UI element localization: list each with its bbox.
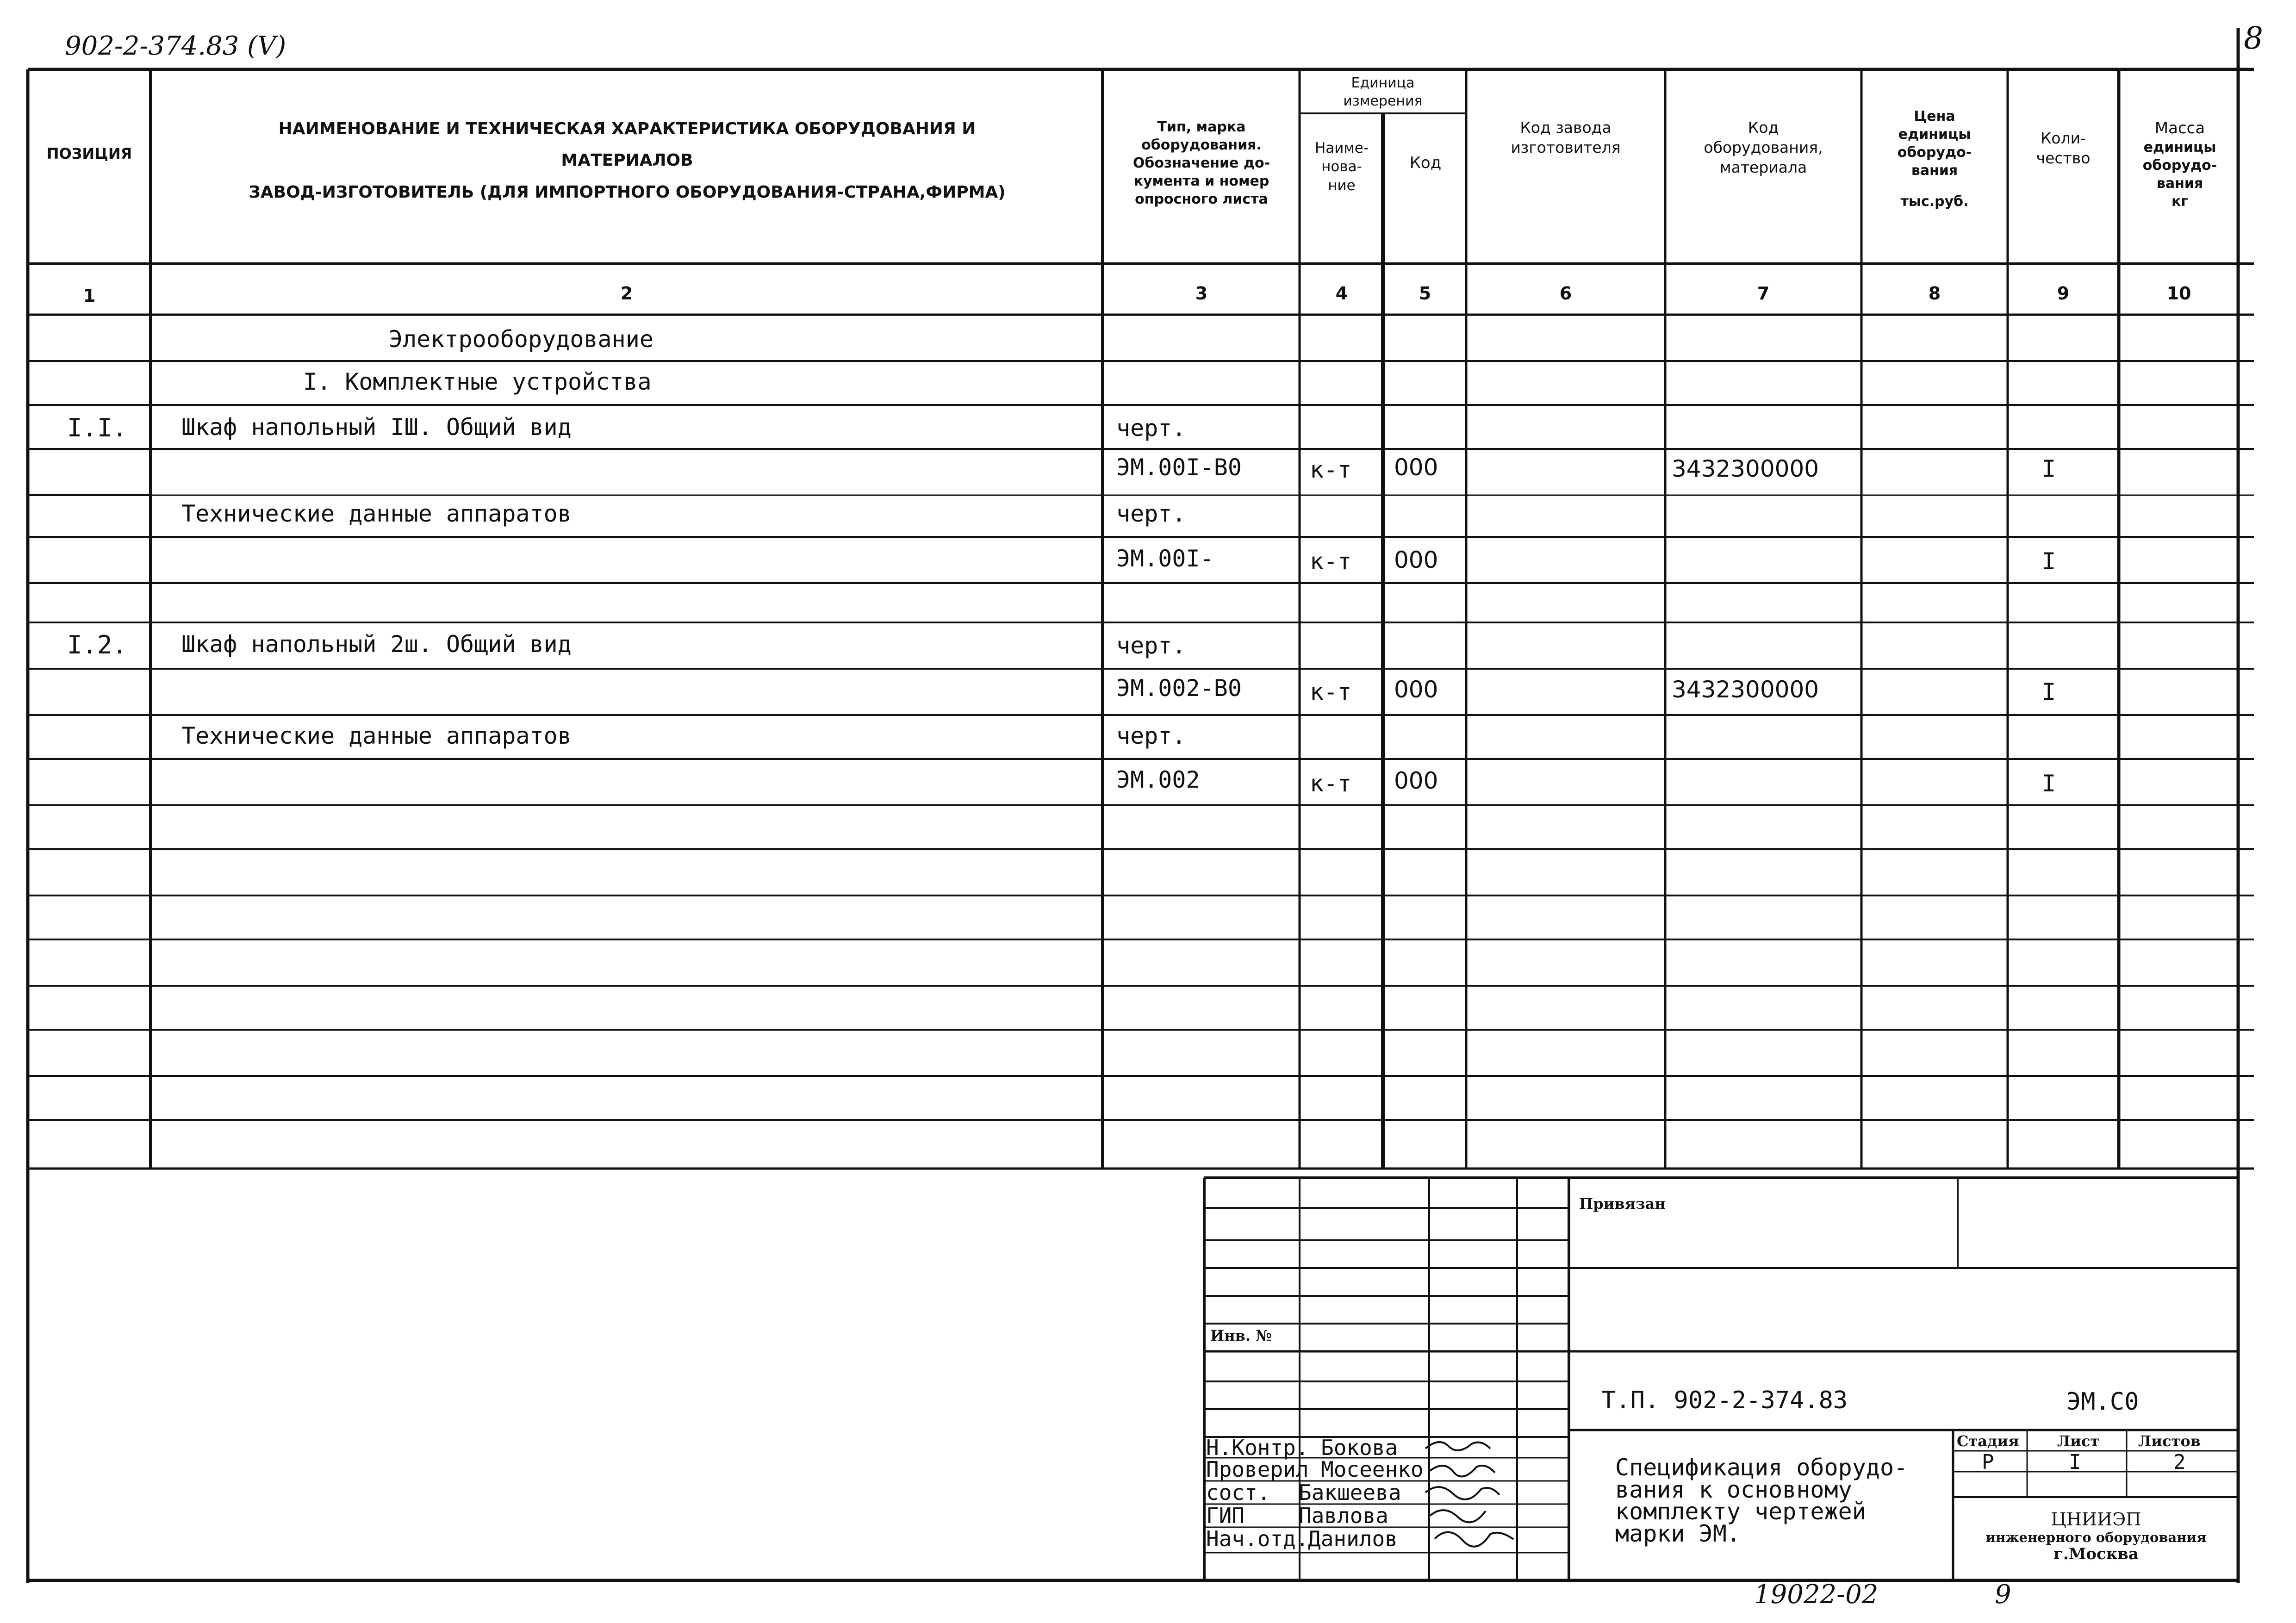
header-name	[153, 113, 1101, 208]
column-number: 5	[1419, 283, 1431, 304]
description-line: марки ЭМ.	[1615, 1520, 1741, 1547]
header-position: ПОЗИЦИЯ	[46, 145, 132, 162]
row-quantity: I	[2042, 770, 2056, 797]
header-equipment-code	[1666, 118, 1860, 178]
organization	[1954, 1510, 2238, 1563]
row-name: Шкаф напольный 2ш. Общий вид	[181, 631, 572, 658]
header-unit-line: измерения	[1343, 93, 1423, 109]
sheet-mark: ЭМ.С0	[2066, 1388, 2139, 1416]
header-factory-code	[1467, 118, 1664, 158]
row-equipment-code: 3432300000	[1672, 676, 1819, 703]
row-type: ЭМ.00I-	[1116, 545, 1214, 572]
signature-name: Мосеенко	[1321, 1457, 1424, 1482]
row-unit: к-т	[1310, 770, 1352, 797]
document-number: 902-2-374.83 (V)	[65, 31, 286, 61]
signature-role: Проверил	[1206, 1457, 1309, 1482]
column-number: 2	[620, 283, 633, 304]
page-number: 8	[2244, 20, 2263, 56]
signature-role: ГИП	[1206, 1503, 1245, 1528]
column-number: 1	[83, 286, 96, 306]
row-type: ЭМ.002	[1116, 766, 1200, 793]
header-equip-line: оборудования,	[1704, 138, 1823, 156]
row-equipment-code: 3432300000	[1672, 455, 1819, 482]
header-unit-name	[1300, 139, 1383, 195]
stage-label: Стадия	[1957, 1432, 2019, 1450]
header-unit-line: Единица	[1351, 75, 1415, 91]
sheets-label: Листов	[2138, 1432, 2201, 1450]
column-number: 3	[1195, 283, 1208, 304]
row-quantity: I	[2042, 678, 2056, 705]
header-price-line: оборудо-	[1897, 144, 1972, 161]
header-price	[1862, 107, 2007, 211]
handwritten-signatures	[1421, 1435, 1527, 1560]
org-line: инженерного оборудования	[1985, 1529, 2207, 1545]
org-line: г.Москва	[2053, 1545, 2139, 1564]
subsection-title: I. Комплектные устройства	[303, 368, 652, 395]
header-type-line: Обозначение до-	[1132, 155, 1270, 171]
project-code: Т.П. 902-2-374.83	[1601, 1387, 1848, 1414]
row-type: черт.	[1116, 415, 1186, 442]
row-code: 000	[1394, 454, 1438, 481]
column-number: 7	[1757, 283, 1770, 304]
privyazan-label: Привязан	[1579, 1195, 1666, 1213]
header-equip-line: Код	[1748, 118, 1779, 137]
header-unit-name-line: Наиме-	[1314, 140, 1369, 156]
row-code: 000	[1394, 767, 1438, 794]
header-unit-name-line: нова-	[1321, 158, 1362, 175]
signature-role: Нач.отд.	[1206, 1526, 1309, 1551]
header-factory-line: Код завода	[1520, 118, 1612, 137]
org-line: ЦНИИЭП	[2051, 1509, 2141, 1530]
row-code: 000	[1394, 676, 1438, 703]
column-number: 8	[1928, 283, 1941, 304]
header-name-line1: НАИМЕНОВАНИЕ И ТЕХНИЧЕСКАЯ ХАРАКТЕРИСТИКА ОБОРУДОВАНИЯ И	[278, 119, 976, 138]
row-code: 000	[1394, 547, 1438, 573]
header-mass-line: оборудо-	[2142, 157, 2217, 174]
bottom-page-number: 9	[1995, 1579, 2011, 1610]
section-title: Электрооборудование	[389, 326, 653, 353]
header-price-line: единицы	[1898, 126, 1971, 143]
sheet-label: Лист	[2057, 1432, 2100, 1450]
sheets-value: 2	[2173, 1450, 2186, 1474]
signature-role: сост.	[1206, 1480, 1270, 1505]
header-equip-line: материала	[1719, 158, 1807, 176]
header-qty-line: Коли-	[2040, 129, 2086, 147]
signature-name: Павлова	[1299, 1503, 1388, 1528]
column-number: 6	[1559, 283, 1572, 304]
header-price-line: Цена	[1914, 108, 1955, 124]
header-unit-code: Код	[1409, 154, 1442, 172]
row-name: Технические данные аппаратов	[181, 722, 572, 749]
header-factory-line: изготовителя	[1511, 138, 1621, 156]
header-mass-line: Масса	[2154, 119, 2205, 137]
row-type: ЭМ.002-В0	[1116, 675, 1242, 702]
header-type-line: Тип, марка	[1157, 119, 1246, 135]
header-qty-line: чество	[2036, 149, 2091, 167]
column-number: 4	[1335, 283, 1348, 304]
header-name-line2: МАТЕРИАЛОВ	[561, 151, 693, 170]
description-line: комплекту чертежей	[1615, 1498, 1866, 1525]
header-type	[1103, 118, 1300, 208]
row-unit: к-т	[1310, 456, 1352, 483]
header-unit-group	[1300, 74, 1465, 110]
header-price-line: вания	[1911, 162, 1958, 179]
column-number: 10	[2166, 283, 2191, 304]
header-type-line: кумента и номер	[1133, 173, 1269, 189]
signature-name: Данилов	[1308, 1526, 1398, 1551]
header-type-line: опросного листа	[1135, 191, 1268, 207]
header-mass-line: вания	[2156, 175, 2203, 192]
header-quantity	[2009, 129, 2118, 168]
row-type: черт.	[1116, 722, 1186, 749]
sheet-description	[1615, 1454, 1908, 1547]
row-unit: к-т	[1310, 678, 1352, 705]
row-type: ЭМ.00I-В0	[1116, 454, 1242, 481]
header-name-line3: ЗАВОД-ИЗГОТОВИТЕЛЬ (ДЛЯ ИМПОРТНОГО ОБОРУДОВАНИЯ-СТРАНА,ФИРМА)	[249, 182, 1006, 202]
header-mass-line: единицы	[2143, 139, 2216, 156]
header-mass-line: кг	[2171, 193, 2189, 210]
column-number: 9	[2057, 283, 2070, 304]
signature-name: Бакшеева	[1299, 1480, 1401, 1505]
description-line: вания к основному	[1615, 1476, 1852, 1503]
row-name: Технические данные аппаратов	[181, 500, 572, 527]
signature-name: Бокова	[1321, 1435, 1398, 1460]
header-mass	[2120, 118, 2240, 211]
row-type: черт.	[1116, 632, 1186, 659]
row-name: Шкаф напольный IШ. Общий вид	[181, 414, 572, 441]
header-price-line: тыс.руб.	[1900, 193, 1969, 210]
row-position: I.2.	[67, 630, 128, 659]
row-type: черт.	[1116, 500, 1186, 527]
header-unit-name-line: ние	[1328, 177, 1356, 194]
archive-number: 19022-02	[1754, 1579, 1879, 1610]
row-quantity: I	[2042, 548, 2056, 575]
header-type-line: оборудования.	[1141, 137, 1262, 153]
row-quantity: I	[2042, 455, 2056, 482]
row-position: I.I.	[67, 413, 128, 442]
row-unit: к-т	[1310, 548, 1352, 575]
description-line: Спецификация оборудо-	[1615, 1454, 1908, 1481]
signature-role: Н.Контр.	[1206, 1435, 1309, 1460]
sheet-value: I	[2069, 1450, 2081, 1474]
stage-value: Р	[1982, 1450, 1994, 1474]
inventory-number-label: Инв. №	[1210, 1327, 1272, 1344]
